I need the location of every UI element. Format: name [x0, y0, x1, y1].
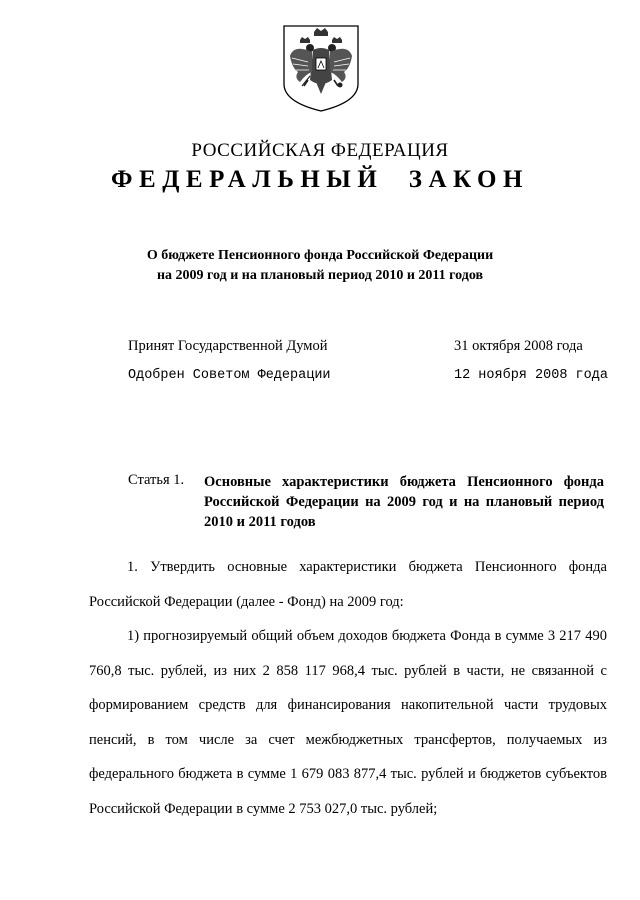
russian-coat-of-arms-icon [280, 22, 362, 114]
council-approval-label: Одобрен Советом Федерации [128, 368, 331, 383]
law-title-line-2: на 2009 год и на плановый период 2010 и 2011 годов [156, 268, 484, 283]
country-name: РОССИЙСКАЯ ФЕДЕРАЦИЯ [191, 140, 449, 161]
article-title: Основные характеристики бюджета Пенсионного фонда Российской Федерации на 2009 год и на плановый период 2010 и 2011 годов [204, 474, 604, 530]
article-number: Статья 1. [128, 472, 185, 488]
duma-adoption-label: Принят Государственной Думой [128, 338, 328, 354]
council-approval-date: 12 ноября 2008 года [454, 368, 608, 383]
law-title-line-1: О бюджете Пенсионного фонда Российской Федерации [146, 248, 494, 263]
law-title [0, 246, 640, 286]
paragraph: 1. Утвердить основные характеристики бюджета Пенсионного фонда Российской Федерации (далее - Фонд) на 2009 год: [89, 559, 607, 610]
paragraph: 1) прогнозируемый общий объем доходов бюджета Фонда в сумме 3 217 490 760,8 тыс. рублей, из них 2 858 117 968,4 тыс. рублей в части, не связанной с формированием средств для финансирования накопительной части трудовых пенсий, в том числе за счет межбюджетных трансфертов, получаемых из федерального бюджета в сумме 1 679 083 877,4 тыс. рублей и бюджетов субъектов Российской Федерации в сумме 2 753 027,0 тыс. рублей; [89, 628, 607, 817]
duma-adoption-date: 31 октября 2008 года [454, 338, 583, 354]
law-type-heading: ФЕДЕРАЛЬНЫЙ ЗАКОН [111, 166, 529, 193]
article-body [89, 550, 607, 826]
